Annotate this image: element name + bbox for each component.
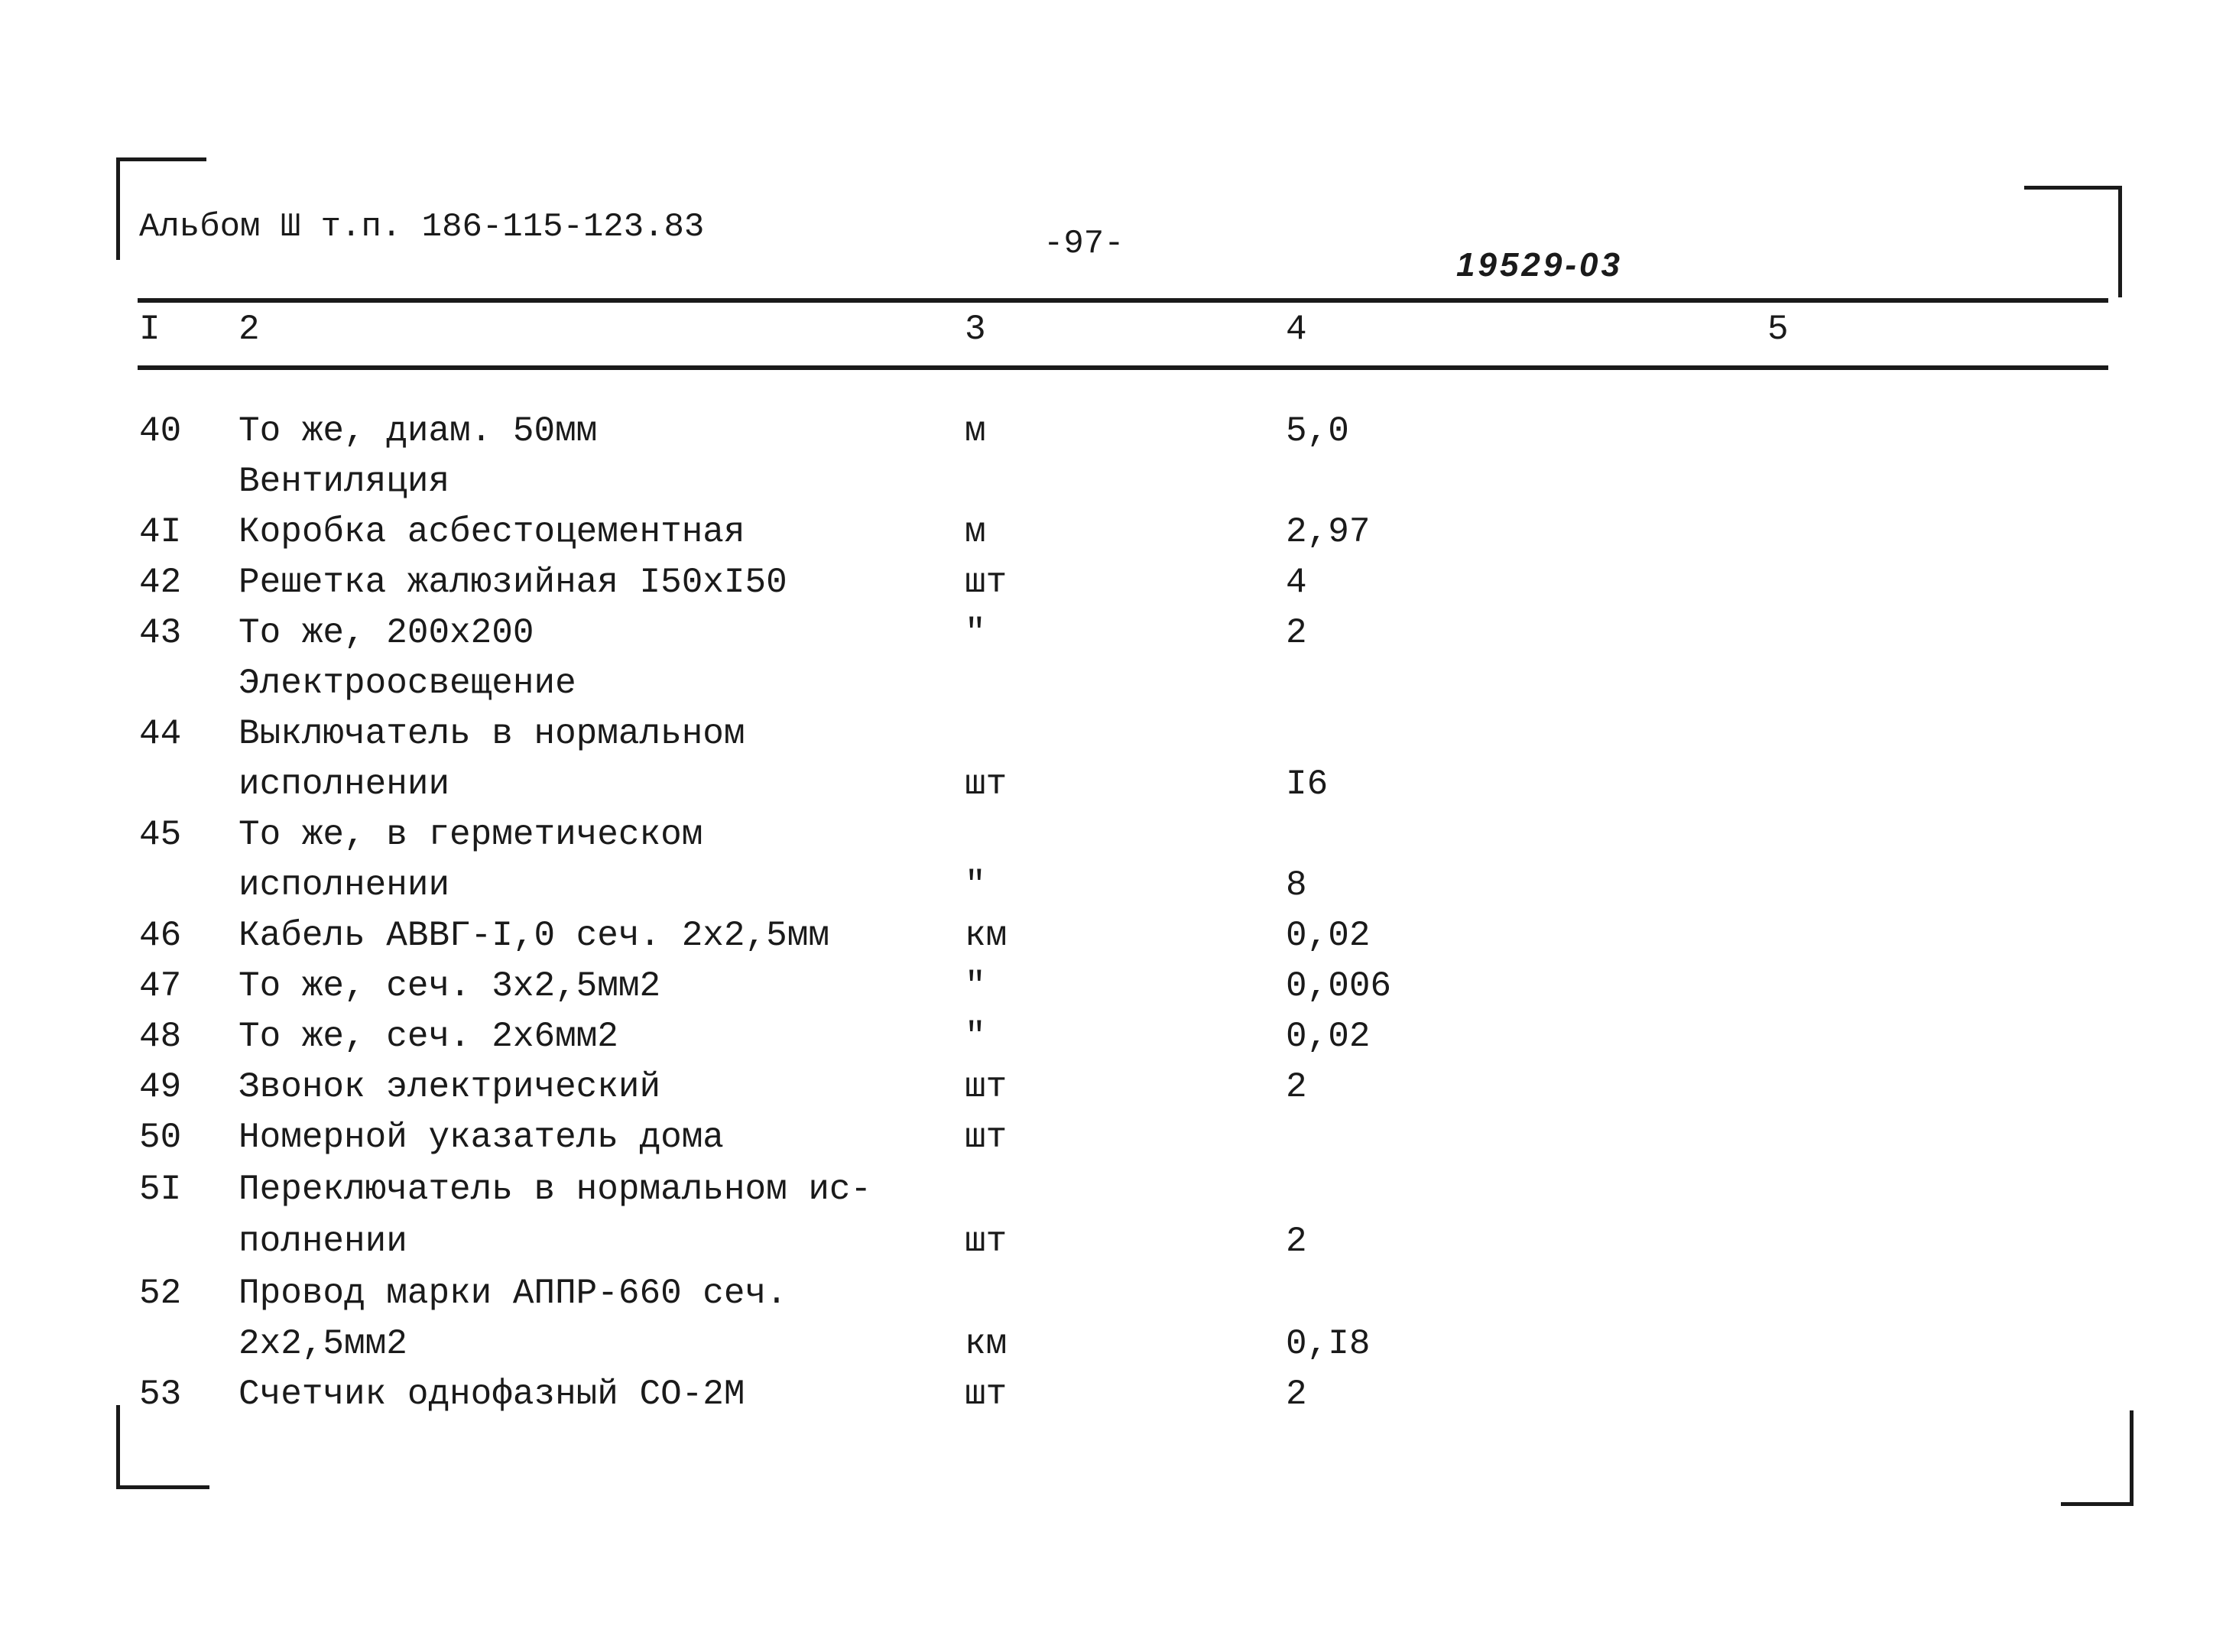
frame-corner-top-left-v — [116, 157, 120, 260]
item-name: Решетка жалюзийная I50xI50 — [239, 563, 787, 602]
row-number: 47 — [139, 966, 182, 1006]
item-unit: шт — [965, 1067, 1008, 1107]
table-top-rule — [138, 298, 2108, 303]
table-row — [0, 664, 2239, 714]
row-number: 42 — [139, 563, 182, 602]
table-row — [0, 512, 2239, 563]
page-number: -97- — [1043, 225, 1124, 263]
document-code: 19529-03 — [1456, 246, 1623, 284]
item-quantity: 2 — [1286, 1375, 1307, 1414]
table-row — [0, 462, 2239, 512]
row-number: 40 — [139, 411, 182, 451]
item-quantity: 5,0 — [1286, 411, 1349, 451]
item-unit: " — [965, 613, 986, 653]
row-number: 49 — [139, 1067, 182, 1107]
table-row — [0, 563, 2239, 613]
item-name: Счетчик однофазный СО-2М — [239, 1375, 745, 1414]
item-name: 2х2,5мм2 — [239, 1324, 407, 1364]
table-row — [0, 1170, 2239, 1220]
item-quantity: 2,97 — [1286, 512, 1371, 552]
item-name: То же, сеч. 2х6мм2 — [239, 1017, 618, 1056]
frame-corner-top-right-h — [2024, 186, 2122, 190]
item-quantity: 2 — [1286, 1067, 1307, 1107]
row-number: 48 — [139, 1017, 182, 1056]
item-quantity: 8 — [1286, 865, 1307, 905]
column-header-1: I — [139, 310, 161, 349]
item-name: Выключатель в нормальном — [239, 714, 745, 754]
item-unit: м — [965, 411, 986, 451]
item-quantity: 0,02 — [1286, 1017, 1371, 1056]
row-number: 53 — [139, 1375, 182, 1414]
row-number: 5I — [139, 1170, 182, 1209]
item-unit: шт — [965, 1222, 1008, 1261]
table-row — [0, 411, 2239, 462]
item-name: исполнении — [239, 865, 450, 905]
table-row — [0, 815, 2239, 865]
item-quantity: 0,02 — [1286, 916, 1371, 956]
table-row — [0, 865, 2239, 916]
item-name: Коробка асбестоцементная — [239, 512, 745, 552]
table-row — [0, 1274, 2239, 1324]
table-header-rule — [138, 365, 2108, 370]
item-quantity: I6 — [1286, 764, 1329, 804]
row-number: 46 — [139, 916, 182, 956]
item-name: То же, диам. 50мм — [239, 411, 598, 451]
section-title: Вентиляция — [239, 462, 450, 501]
table-row — [0, 1222, 2239, 1272]
table-row — [0, 966, 2239, 1017]
album-title: Альбом Ш т.п. 186-115-123.83 — [139, 208, 705, 246]
item-name: Переключатель в нормальном ис- — [239, 1170, 872, 1209]
item-name: Провод марки АППР-660 сеч. — [239, 1274, 787, 1313]
column-header-2: 2 — [239, 310, 260, 349]
item-quantity: 2 — [1286, 613, 1307, 653]
row-number: 45 — [139, 815, 182, 855]
item-quantity: 4 — [1286, 563, 1307, 602]
item-name: То же, в герметическом — [239, 815, 703, 855]
item-name: Номерной указатель дома — [239, 1118, 724, 1157]
table-row — [0, 1067, 2239, 1118]
table-row — [0, 1324, 2239, 1375]
item-unit: км — [965, 916, 1008, 956]
row-number: 43 — [139, 613, 182, 653]
item-quantity: 0,006 — [1286, 966, 1392, 1006]
frame-corner-top-right-v — [2118, 186, 2122, 297]
item-unit: шт — [965, 563, 1008, 602]
item-quantity: 2 — [1286, 1222, 1307, 1261]
frame-corner-top-left-h — [116, 157, 206, 161]
item-unit: км — [965, 1324, 1008, 1364]
table-row — [0, 714, 2239, 764]
table-row — [0, 1017, 2239, 1067]
item-name: исполнении — [239, 764, 450, 804]
row-number: 50 — [139, 1118, 182, 1157]
table-row — [0, 1118, 2239, 1168]
column-header-4: 4 — [1286, 310, 1307, 349]
column-header-3: 3 — [965, 310, 986, 349]
table-row — [0, 1375, 2239, 1425]
item-unit: " — [965, 865, 986, 905]
item-unit: шт — [965, 764, 1008, 804]
item-name: Кабель АВВГ-I,0 сеч. 2х2,5мм — [239, 916, 829, 956]
item-name: полнении — [239, 1222, 407, 1261]
table-row — [0, 916, 2239, 966]
table-row — [0, 613, 2239, 664]
section-title: Электроосвещение — [239, 664, 576, 703]
item-name: Звонок электрический — [239, 1067, 661, 1107]
frame-corner-bottom-right-h — [2061, 1502, 2134, 1506]
row-number: 52 — [139, 1274, 182, 1313]
item-unit: " — [965, 1017, 986, 1056]
item-unit: шт — [965, 1118, 1008, 1157]
row-number: 44 — [139, 714, 182, 754]
frame-corner-bottom-left-h — [116, 1485, 209, 1489]
item-unit: " — [965, 966, 986, 1006]
row-number: 4I — [139, 512, 182, 552]
item-quantity: 0,I8 — [1286, 1324, 1371, 1364]
item-unit: м — [965, 512, 986, 552]
item-name: То же, 200х200 — [239, 613, 534, 653]
table-row — [0, 764, 2239, 815]
item-name: То же, сеч. 3х2,5мм2 — [239, 966, 661, 1006]
item-unit: шт — [965, 1375, 1008, 1414]
column-header-5: 5 — [1767, 310, 1789, 349]
